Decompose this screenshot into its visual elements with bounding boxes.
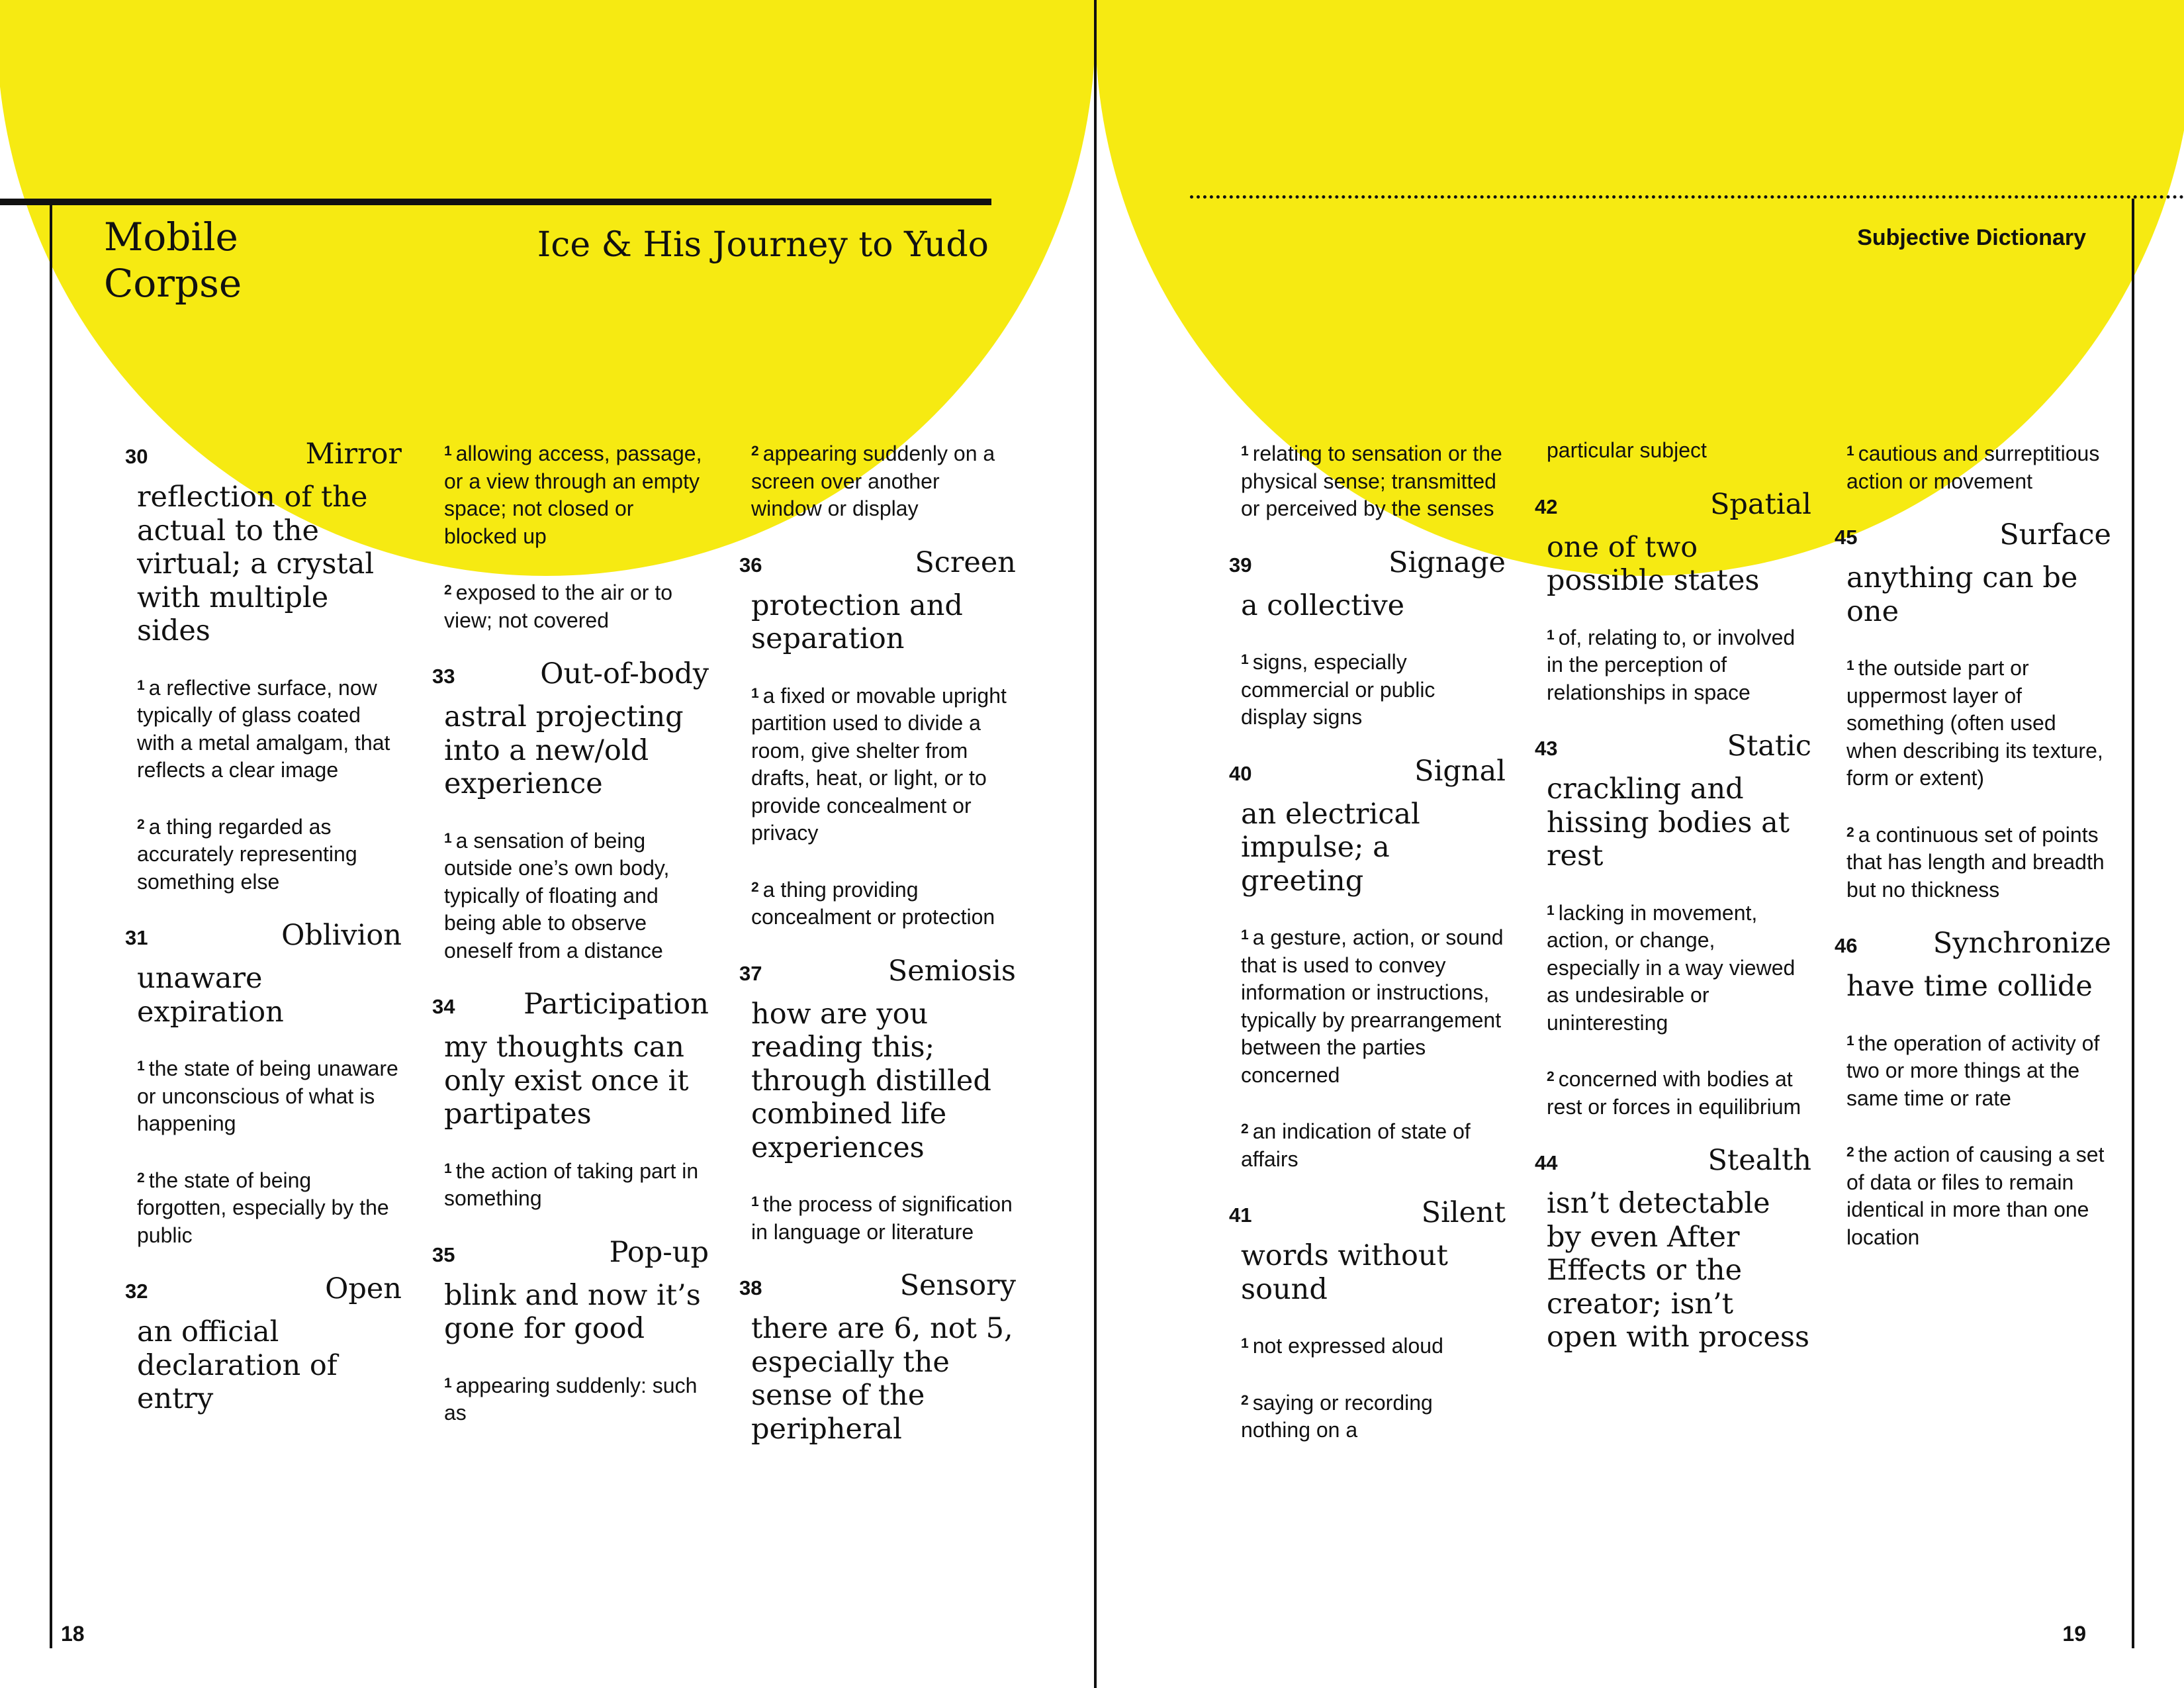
entry-number: 38 (739, 1276, 762, 1299)
entry-number: 37 (739, 961, 762, 985)
entry-definition: $^2$ the state of being forgotten, especially by the public (137, 1168, 389, 1247)
entry-number: 35 (432, 1243, 455, 1266)
entry-42 (1535, 487, 1811, 707)
entry-word: Silent (1421, 1196, 1506, 1229)
entry-definition: $^1$ not expressed aloud (1241, 1334, 1443, 1358)
entry-35 (432, 1235, 709, 1427)
entry-word: Participation (523, 988, 709, 1021)
column-6 (1835, 440, 2111, 1274)
entry-definition: $^1$ the operation of activity of two or more things at the same time or rate (1846, 1031, 2100, 1110)
column-4 (1229, 440, 1506, 1467)
entry-definition: $^1$ appearing suddenly: such as (444, 1373, 698, 1425)
entry-phrase: my thoughts can only exist once it partipates (444, 1031, 689, 1131)
entry-word: Pop-up (609, 1235, 709, 1269)
entry-definition: $^2$ the action of causing a set of data or files to remain identical in more than one location (1846, 1143, 2105, 1249)
entry-phrase: unaware expiration (137, 962, 284, 1029)
entry-phrase: a collective (1241, 588, 1405, 622)
entry-number: 31 (125, 926, 148, 949)
entry-number: 39 (1229, 553, 1252, 577)
entry-33 (432, 657, 709, 964)
entry-40 (1229, 754, 1506, 1174)
entry-definition: $^2$ appearing suddenly on a screen over another window or display (751, 442, 995, 520)
page-number-right: 19 (2062, 1622, 2086, 1646)
entry-word: Static (1727, 729, 1811, 763)
entry-definition: $^1$ the state of being unaware or unconscious of what is happening (137, 1056, 398, 1135)
entry-word: Oblivion (281, 919, 402, 952)
entry-definition: $^1$ lacking in movement, action, or change, especially in a way viewed as undesirable or uninteresting (1547, 900, 1796, 1035)
entry-number: 34 (432, 995, 455, 1018)
right-vertical-rule (2132, 199, 2134, 1648)
entry-phrase: crackling and hissing bodies at rest (1547, 773, 1790, 872)
entry-phrase: anything can be one (1846, 561, 2078, 628)
entry-definition: $^2$ exposed to the air or to view; not covered (444, 581, 672, 632)
entry-word: Open (325, 1272, 402, 1305)
entry-word: Stealth (1707, 1144, 1811, 1177)
entry-phrase: reflection of the actual to the virtual; a crystal with multiple sides (137, 481, 375, 647)
book-title-line2: Corpse (104, 261, 242, 306)
entry-phrase: there are 6, not 5, especially the sense of the peripheral (751, 1312, 1013, 1446)
entry-definition: $^1$ a gesture, action, or sound that is used to convey information or instructions, typically by prearrangement between the parties concerned (1241, 925, 1504, 1087)
entry-definition: $^1$ of, relating to, or involved in the perception of relationships in space (1547, 625, 1796, 704)
entry-word: Surface (1999, 518, 2111, 551)
entry-34 (432, 987, 709, 1213)
book-title (104, 214, 242, 306)
entry-phrase: words without sound (1241, 1239, 1448, 1306)
entry-definition: $^1$ the action of taking part in something (444, 1158, 699, 1210)
entry-phrase: an electrical impulse; a greeting (1241, 797, 1420, 898)
entry-37 (739, 954, 1016, 1246)
entry-definition: $^2$ a continuous set of points that has length and breadth but no thickness (1846, 822, 2105, 902)
book-title-line1: Mobile (104, 214, 238, 259)
entry-phrase: protection and separation (751, 588, 963, 655)
entry-number: 40 (1229, 761, 1252, 785)
chapter-subtitle: Ice & His Journey to Yudo (537, 225, 989, 265)
entry-definition: $^1$ relating to sensation or the physical sense; transmitted or perceived by the senses (1241, 442, 1502, 520)
spine-rule (1094, 0, 1097, 1688)
column-3 (739, 440, 1016, 1446)
entry-36 (739, 545, 1016, 931)
entry-number: 30 (125, 445, 148, 468)
entry-definition: $^1$ the process of signification in language or literature (751, 1192, 1013, 1244)
entry-phrase: isn’t detectable by even After Effects or the creator; isn’t open with process (1547, 1187, 1810, 1354)
entry-phrase: have time collide (1846, 970, 2093, 1003)
entry-word: Signage (1388, 545, 1506, 579)
column-1 (125, 437, 402, 1416)
entry-phrase: astral projecting into a new/old experience (444, 700, 684, 800)
entry-46 (1835, 926, 2111, 1251)
entry-38 (739, 1268, 1016, 1446)
entry-definition: $^1$ a fixed or movable upright partition used to divide a room, give shelter from drafts, heat, or light, or to provide concealment or privacy (751, 683, 1007, 845)
right-top-dotted-rule (1190, 195, 2184, 199)
entry-word: Synchronize (1933, 927, 2111, 960)
entry-number: 46 (1835, 934, 1858, 957)
entry-definition: $^1$ a reflective surface, now typically of glass coated with a metal amalgam, that reflects a clear image (137, 675, 390, 782)
entry-39 (1229, 545, 1506, 731)
entry-44 (1535, 1143, 1811, 1354)
entry-definition: $^1$ allowing access, passage, or a view through an empty space; not closed or blocked up (444, 442, 702, 548)
entry-number: 41 (1229, 1203, 1252, 1227)
entry-number: 33 (432, 665, 455, 688)
entry-definition: $^2$ concerned with bodies at rest or forces in equilibrium (1547, 1067, 1801, 1119)
entry-phrase: an official declaration of entry (137, 1315, 338, 1415)
column-2 (432, 440, 709, 1450)
left-top-rule (0, 199, 991, 205)
entry-43 (1535, 729, 1811, 1121)
entry-definition: $^2$ saying or recording nothing on a (1241, 1390, 1433, 1442)
entry-phrase: blink and now it’s gone for good (444, 1278, 701, 1345)
entry-definition: $^2$ a thing regarded as accurately representing something else (137, 814, 357, 894)
entry-word: Mirror (305, 438, 402, 471)
entry-number: 43 (1535, 737, 1558, 760)
entry-word: Screen (915, 545, 1016, 579)
entry-phrase: how are you reading this; through distilled combined life experiences (751, 997, 991, 1164)
entry-number: 42 (1535, 494, 1558, 518)
entry-word: Spatial (1709, 487, 1811, 521)
column-5 (1535, 437, 1811, 1354)
entry-number: 32 (125, 1280, 148, 1303)
entry-31 (125, 918, 402, 1249)
entry-definition: $^2$ an indication of state of affairs (1241, 1119, 1471, 1171)
entry-definition: $^1$ cautious and surreptitious action or movement (1846, 442, 2100, 493)
entry-41 (1229, 1196, 1506, 1444)
entry-number: 45 (1835, 526, 1858, 549)
entry-definition-continued: particular subject (1547, 438, 1707, 462)
entry-word: Sensory (899, 1269, 1016, 1302)
entry-word: Semiosis (887, 954, 1016, 988)
entry-number: 36 (739, 553, 762, 577)
entry-45 (1835, 518, 2111, 904)
entry-definition: $^2$ a thing providing concealment or protection (751, 877, 995, 929)
entry-30 (125, 437, 402, 896)
entry-word: Signal (1414, 754, 1506, 788)
entry-definition: $^1$ the outside part or uppermost layer of something (often used when describing its texture, form or extent) (1846, 656, 2103, 790)
left-vertical-rule (50, 202, 52, 1648)
entry-32 (125, 1272, 402, 1416)
section-title: Subjective Dictionary (1857, 225, 2086, 250)
entry-definition: $^1$ signs, especially commercial or public display signs (1241, 650, 1435, 729)
page-number-left: 18 (61, 1622, 85, 1646)
entry-word: Out-of-body (540, 657, 709, 690)
entry-number: 44 (1535, 1151, 1558, 1174)
entry-definition: $^1$ a sensation of being outside one’s own body, typically of floating and being able to observe oneself from a distance (444, 828, 670, 962)
entry-phrase: one of two possible states (1547, 530, 1760, 597)
